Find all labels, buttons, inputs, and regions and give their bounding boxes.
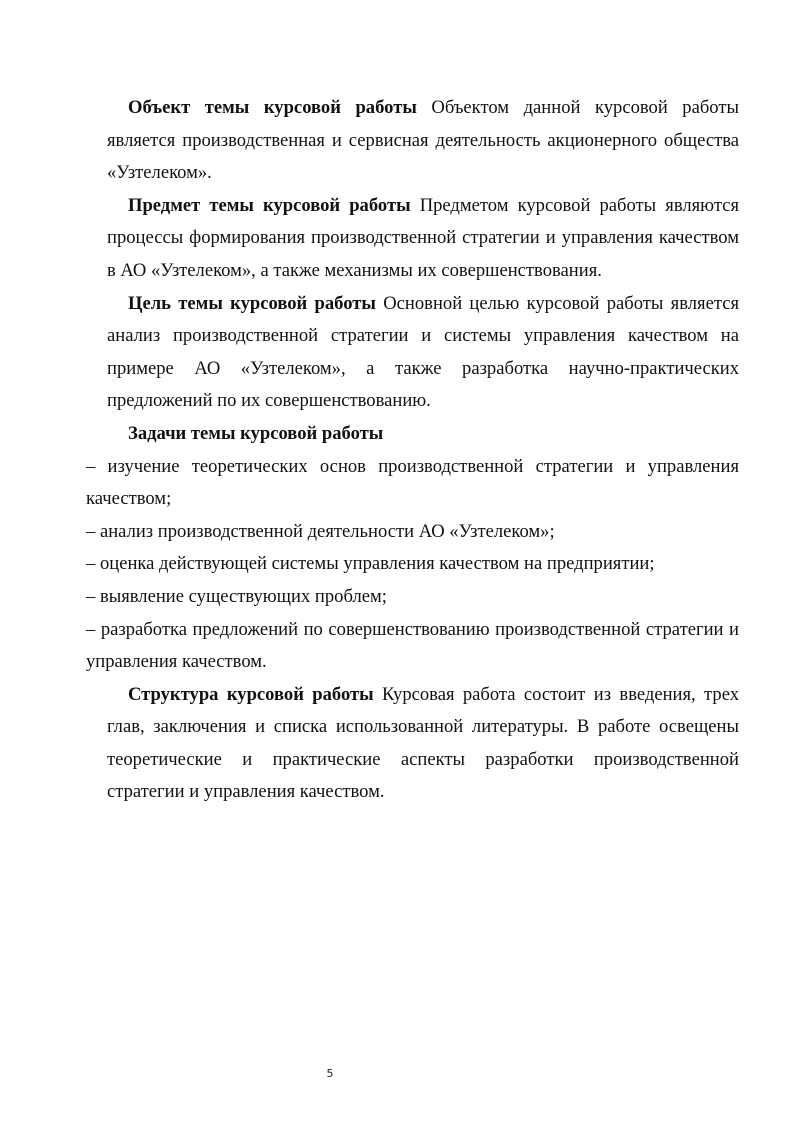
object-paragraph bbox=[107, 92, 739, 190]
subject-text: Предметом курсовой работы являются процессы формирования производственной стратегии и управления качеством в АО «Узтелеком», а также механизмы их совершенствования. bbox=[107, 194, 739, 281]
subject-heading: Предмет темы курсовой работы bbox=[128, 194, 411, 216]
structure-text: Курсовая работа состоит из введения, трех глав, заключения и списка использованной литературы. В работе освещены теоретические и практические аспекты разработки производственной стратегии и управления качеством. bbox=[107, 683, 739, 803]
object-heading: Объект темы курсовой работы bbox=[128, 97, 417, 118]
list-item: – оценка действующей системы управления качеством на предприятии; bbox=[86, 553, 655, 575]
document-page bbox=[86, 92, 739, 809]
tasks-list bbox=[86, 451, 739, 679]
tasks-heading: Задачи темы курсовой работы bbox=[128, 422, 384, 444]
page-number: 5 bbox=[326, 1067, 334, 1080]
tasks-heading-paragraph bbox=[107, 418, 739, 451]
list-item: – изучение теоретических основ производственной стратегии и управления качеством; bbox=[86, 455, 739, 510]
list-item: – разработка предложений по совершенствованию производственной стратегии и управления качеством. bbox=[86, 618, 739, 673]
list-item: – выявление существующих проблем; bbox=[86, 585, 387, 607]
structure-paragraph bbox=[107, 679, 739, 809]
subject-paragraph bbox=[107, 190, 739, 288]
goal-text: Основной целью курсовой работы является анализ производственной стратегии и системы управления качеством на примере АО «Узтелеком», а также разработка научно-практических предложений по их совершенствованию. bbox=[107, 292, 739, 412]
goal-paragraph bbox=[107, 288, 739, 418]
object-text: Объектом данной курсовой работы является производственная и сервисная деятельность акционерного общества «Узтелеком». bbox=[107, 97, 739, 184]
goal-heading: Цель темы курсовой работы bbox=[128, 292, 376, 314]
list-item: – анализ производственной деятельности АО «Узтелеком»; bbox=[86, 520, 555, 542]
structure-heading: Структура курсовой работы bbox=[128, 683, 374, 705]
